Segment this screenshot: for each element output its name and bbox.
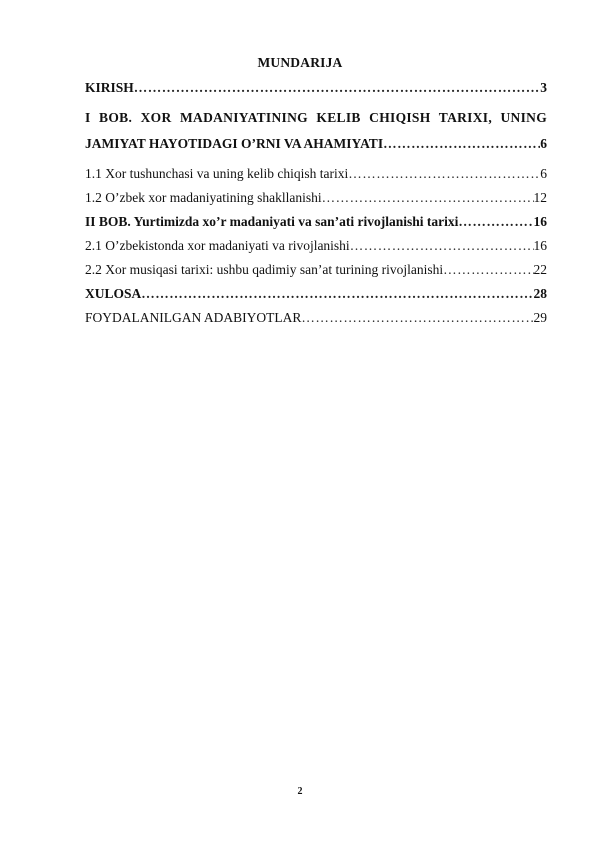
toc-leader-dots — [458, 210, 533, 234]
toc-leader-dots — [134, 76, 540, 100]
toc-entry-xulosa[interactable] — [85, 282, 547, 306]
toc-entry-page: 22 — [533, 262, 547, 277]
toc-entry-chapter-1[interactable] — [85, 105, 547, 157]
toc-entry-page: 6 — [540, 166, 547, 181]
toc-entry-page: 16 — [533, 214, 547, 229]
toc-entry-page: 29 — [533, 310, 547, 325]
toc-entry-label: II BOB. Yurtimizda xo’r madaniyati va san’ati rivojlanishi tarixi — [85, 214, 459, 229]
toc-entry-label: FOYDALANILGAN ADABIYOTLAR — [85, 310, 302, 325]
toc-entry-line2 — [85, 131, 547, 157]
toc-title: MUNDARIJA — [257, 55, 343, 70]
toc-entry-section-2-1[interactable] — [85, 234, 547, 258]
toc-leader-dots — [350, 234, 534, 258]
toc-entry-label: 1.2 O’zbek xor madaniyatining shakllanishi — [85, 190, 322, 205]
toc-entry-page: 6 — [540, 136, 547, 151]
toc-entry-label: 2.1 O’zbekistonda xor madaniyati va rivojlanishi — [85, 238, 350, 253]
toc-leader-dots — [383, 131, 540, 157]
toc-entry-section-1-1[interactable] — [85, 162, 547, 186]
table-of-contents — [85, 76, 547, 330]
toc-entry-page: 28 — [533, 286, 547, 301]
toc-entry-page: 12 — [533, 190, 547, 205]
toc-entry-label: JAMIYAT HAYOTIDAGI O’RNI VA AHAMIYATI — [85, 136, 384, 151]
page-number: 2 — [297, 786, 303, 797]
toc-entry-chapter-2[interactable] — [85, 210, 547, 234]
toc-entry-label: 2.2 Xor musiqasi tarixi: ushbu qadimiy san’at turining rivojlanishi — [85, 262, 444, 277]
toc-leader-dots — [301, 306, 533, 330]
toc-entry-section-1-2[interactable] — [85, 186, 547, 210]
toc-entry-bibliography[interactable] — [85, 306, 547, 330]
toc-entry-kirish[interactable] — [85, 76, 547, 100]
toc-entry-label: KIRISH — [85, 80, 134, 95]
toc-entry-label: XULOSA — [85, 286, 142, 301]
toc-leader-dots — [348, 162, 540, 186]
toc-entry-page: 3 — [540, 80, 547, 95]
toc-entry-label-line1: I BOB. XOR MADANIYATINING KELIB CHIQISH TARIXI, UNING — [85, 110, 547, 125]
toc-entry-section-2-2[interactable] — [85, 258, 547, 282]
toc-entry-label: 1.1 Xor tushunchasi va uning kelib chiqish tarixi — [85, 166, 349, 181]
toc-leader-dots — [443, 258, 533, 282]
toc-leader-dots — [322, 186, 534, 210]
toc-entry-page: 16 — [533, 238, 547, 253]
toc-leader-dots — [141, 282, 533, 306]
